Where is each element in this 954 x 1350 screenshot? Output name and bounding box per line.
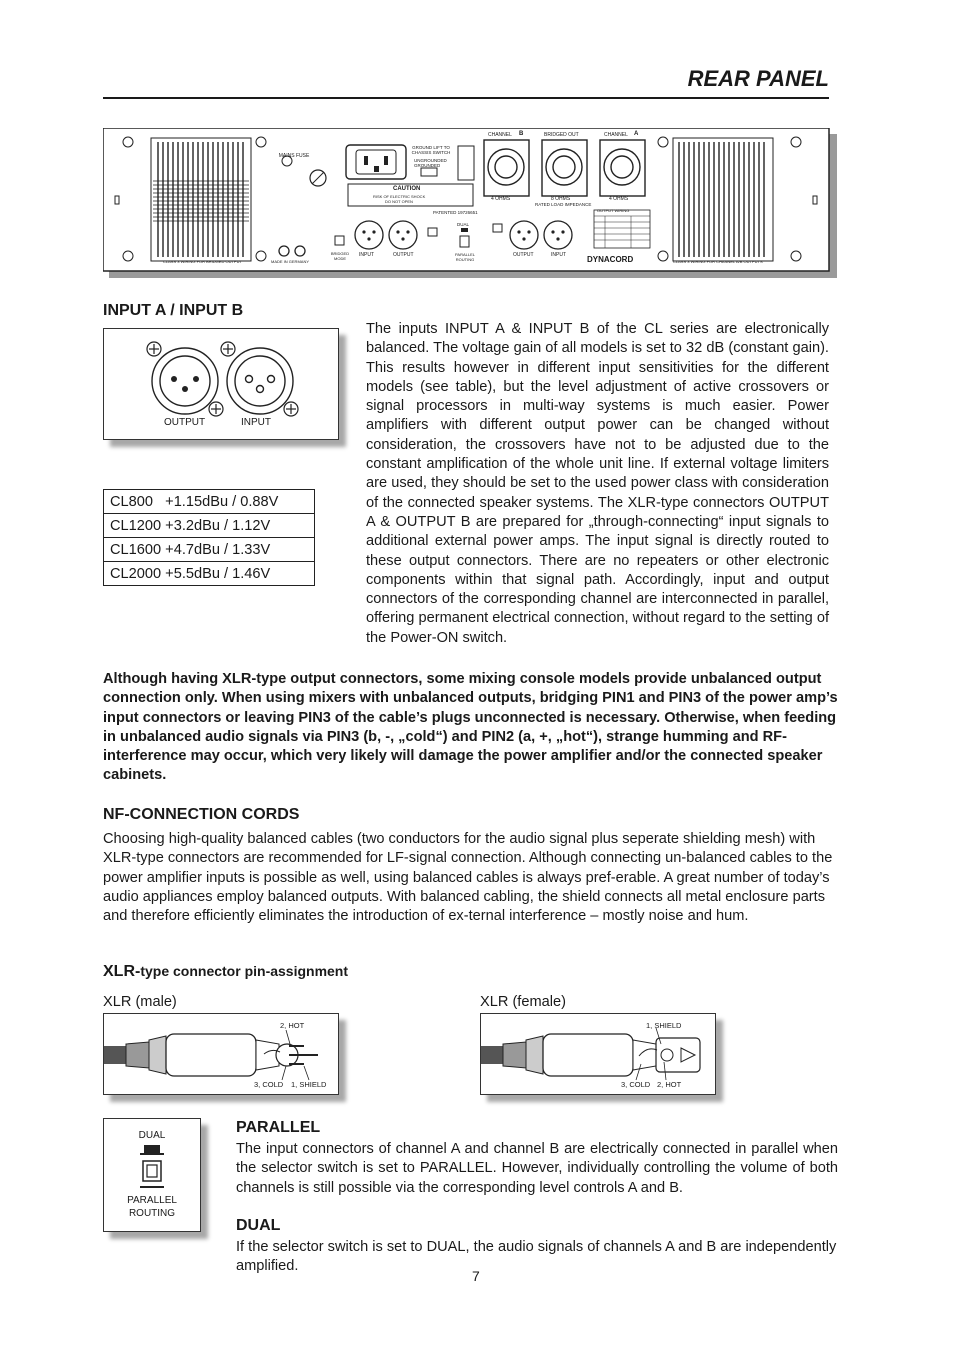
male-pin1-label: 1, SHIELD <box>291 1080 327 1089</box>
table-row <box>104 538 315 562</box>
table-cell: CL1600 +4.7dBu / 1.33V <box>104 538 315 562</box>
table-row <box>104 562 315 586</box>
table-cell: CL1200 +3.2dBu / 1.12V <box>104 514 315 538</box>
channel-b-letter: B <box>519 131 524 137</box>
table-cell: CL800 +1.15dBu / 0.88V <box>104 490 315 514</box>
patented-label: PATENTED 19726651 <box>433 210 478 215</box>
parallel-heading: PARALLEL <box>236 1119 321 1136</box>
bridged-mode-label: BRIDGED MODE <box>330 251 350 261</box>
dual-panel-label: DUAL <box>457 222 470 227</box>
dual-heading: DUAL <box>236 1217 281 1234</box>
male-pin2-label: 2, HOT <box>280 1021 305 1030</box>
input-section-heading: INPUT A / INPUT B <box>103 302 244 319</box>
switch-dual-label: DUAL <box>138 1130 166 1141</box>
figure-output-label: OUTPUT <box>164 417 206 428</box>
class3-right-label: CLASS 3 WIRING FOR CHANNEL A/B OUTPUTS <box>673 259 763 264</box>
female-pin2-label: 2, HOT <box>657 1080 682 1089</box>
channel-a-letter: A <box>634 131 639 137</box>
input-a-label: INPUT <box>551 252 566 258</box>
rated-load-label: RATED LOAD IMPEDANCE <box>535 202 592 207</box>
parallel-paragraph: The input connectors of channel A and channel B are electrically connected in parallel when the selector switch is set to PARALLEL. However, individually controlling the volume of both channels is still possible via the corresponding level controls A and B. <box>236 1141 838 1196</box>
ohms-4-right-label: 4 OHMS <box>609 196 629 202</box>
xlr-female-figure <box>480 1013 716 1095</box>
female-pin1-label: 1, SHIELD <box>646 1021 682 1030</box>
xlr-male-caption: XLR (male) <box>103 994 177 1010</box>
output-a-label: OUTPUT <box>513 252 534 258</box>
rear-panel-figure <box>103 128 839 280</box>
header-divider <box>103 97 829 99</box>
mains-fuse-label: MAINS FUSE <box>278 153 310 159</box>
caution-label: CAUTION <box>393 186 421 192</box>
made-in-germany-label: MADE IN GERMANY <box>271 259 310 264</box>
parallel-routing-panel-label: PARALLEL ROUTING <box>455 252 475 262</box>
ohms-8-label: 8 OHMS <box>551 196 571 202</box>
brand-logo: DYNACORD <box>587 255 634 264</box>
ohms-4-left-label: 4 OHMS <box>491 196 511 202</box>
switch-icon <box>140 1145 164 1195</box>
input-b-label: INPUT <box>359 252 374 258</box>
dual-paragraph: If the selector switch is set to DUAL, the audio signals of channels A and B are independently amplified. <box>236 1239 837 1275</box>
xlr-section-heading <box>103 963 348 981</box>
selector-switch-figure <box>103 1118 201 1232</box>
page-number: 7 <box>472 1268 480 1284</box>
page-title: REAR PANEL <box>687 66 829 91</box>
table-row <box>104 514 315 538</box>
channel-b-label: CHANNEL <box>488 132 512 138</box>
xlr-socket-drawing <box>104 329 338 439</box>
table-cell: CL2000 +5.5dBu / 1.46V <box>104 562 315 586</box>
caution-open-label: DO NOT OPEN <box>385 199 413 204</box>
xlr-heading-prefix: XLR- <box>103 963 141 980</box>
input-section-paragraph: The inputs INPUT A & INPUT B of the CL series are electronically balanced. The voltage gain of all models is set to 32 dB (constant gain). This results however in different input sensitivities for the different models (see table), but the level adjustment of active crossovers or signal processors in multi-way systems is much easier. Power amplifiers with different output power can be changed without consideration, the crossovers have not to be adjusted due to the constant amplification of the whole unit line. If external voltage limiters are used, they should be set to the used power class with consideration of the connected speaker systems. The XLR-type connectors OUTPUT A & OUTPUT B are prepared for „through-connecting“ input signals to additional external power amps. The input signal is directly routed to these output connectors. There are no repeaters or other electronic components within that signal path. Accordingly, input and output connectors of the corresponding channel are interconnected in parallel, offering permanent electrical connection, without regard to the setting of the Power-ON switch. <box>366 321 829 646</box>
xlr-male-figure <box>103 1013 339 1095</box>
output-wiring-label: OUTPUT WIRING <box>597 208 630 213</box>
table-row <box>104 490 315 514</box>
sensitivity-table <box>103 489 315 586</box>
figure-input-label: INPUT <box>241 417 271 428</box>
male-pin3-label: 3, COLD <box>254 1080 284 1089</box>
bridged-out-label: BRIDGED OUT <box>544 132 579 138</box>
caution-shock-label: RISK OF ELECTRIC SHOCK <box>373 194 426 199</box>
female-pin3-label: 3, COLD <box>621 1080 651 1089</box>
unbalanced-warning: Although having XLR-type output connectors, some mixing console models provide unbalanced output connection only. When using mixers with unbalanced outputs, bridging PIN1 and PIN3 of the power amp’s input connectors or leaving PIN3 of the cable’s plugs unconnected is necessary. Otherwise, when feeding in unbalanced audio signals via PIN3 (b, -, „cold“) and PIN2 (a, +, „hot“), strange humming and RF-interference may occur, which very likely will damage the power amplifier and/or the connected speaker cabinets. <box>103 671 838 784</box>
xlr-female-caption: XLR (female) <box>480 994 566 1010</box>
nf-section-paragraph: Choosing high-quality balanced cables (two conductors for the audio signal plus seperate shielding mesh) with XLR-type connectors are recommended for LF-signal connection. Although connecting un-balanced cables to the power amplifier inputs is possible as well, using balanced cables is always pref-erable. A great number of today’s audio appliances employ balanced outputs. With balanced cabling, the shield connects all metal enclosure parts and therefore efficiently eliminates the introduction of ex-ternal interference – mostly noise and hum. <box>103 831 833 925</box>
switch-parallel-label: PARALLEL <box>127 1195 177 1206</box>
ground-switch-label: GROUND LIFT TO CHASSIS SWITCH <box>411 145 451 155</box>
output-b-label: OUTPUT <box>393 252 414 258</box>
switch-routing-label: ROUTING <box>128 1208 176 1219</box>
nf-section-heading: NF-CONNECTION CORDS <box>103 806 300 823</box>
ungrounded-label: UNGROUNDED <box>414 158 447 163</box>
xlr-heading-suffix: type connector pin-assignment <box>140 963 349 979</box>
channel-a-label: CHANNEL <box>604 132 628 138</box>
grounded-label: GROUNDED <box>414 163 441 168</box>
xlr-input-output-figure <box>103 328 339 440</box>
class3-left-label: CLASS 3 WIRING FOR BRIDGED OUTPUT <box>163 259 242 264</box>
